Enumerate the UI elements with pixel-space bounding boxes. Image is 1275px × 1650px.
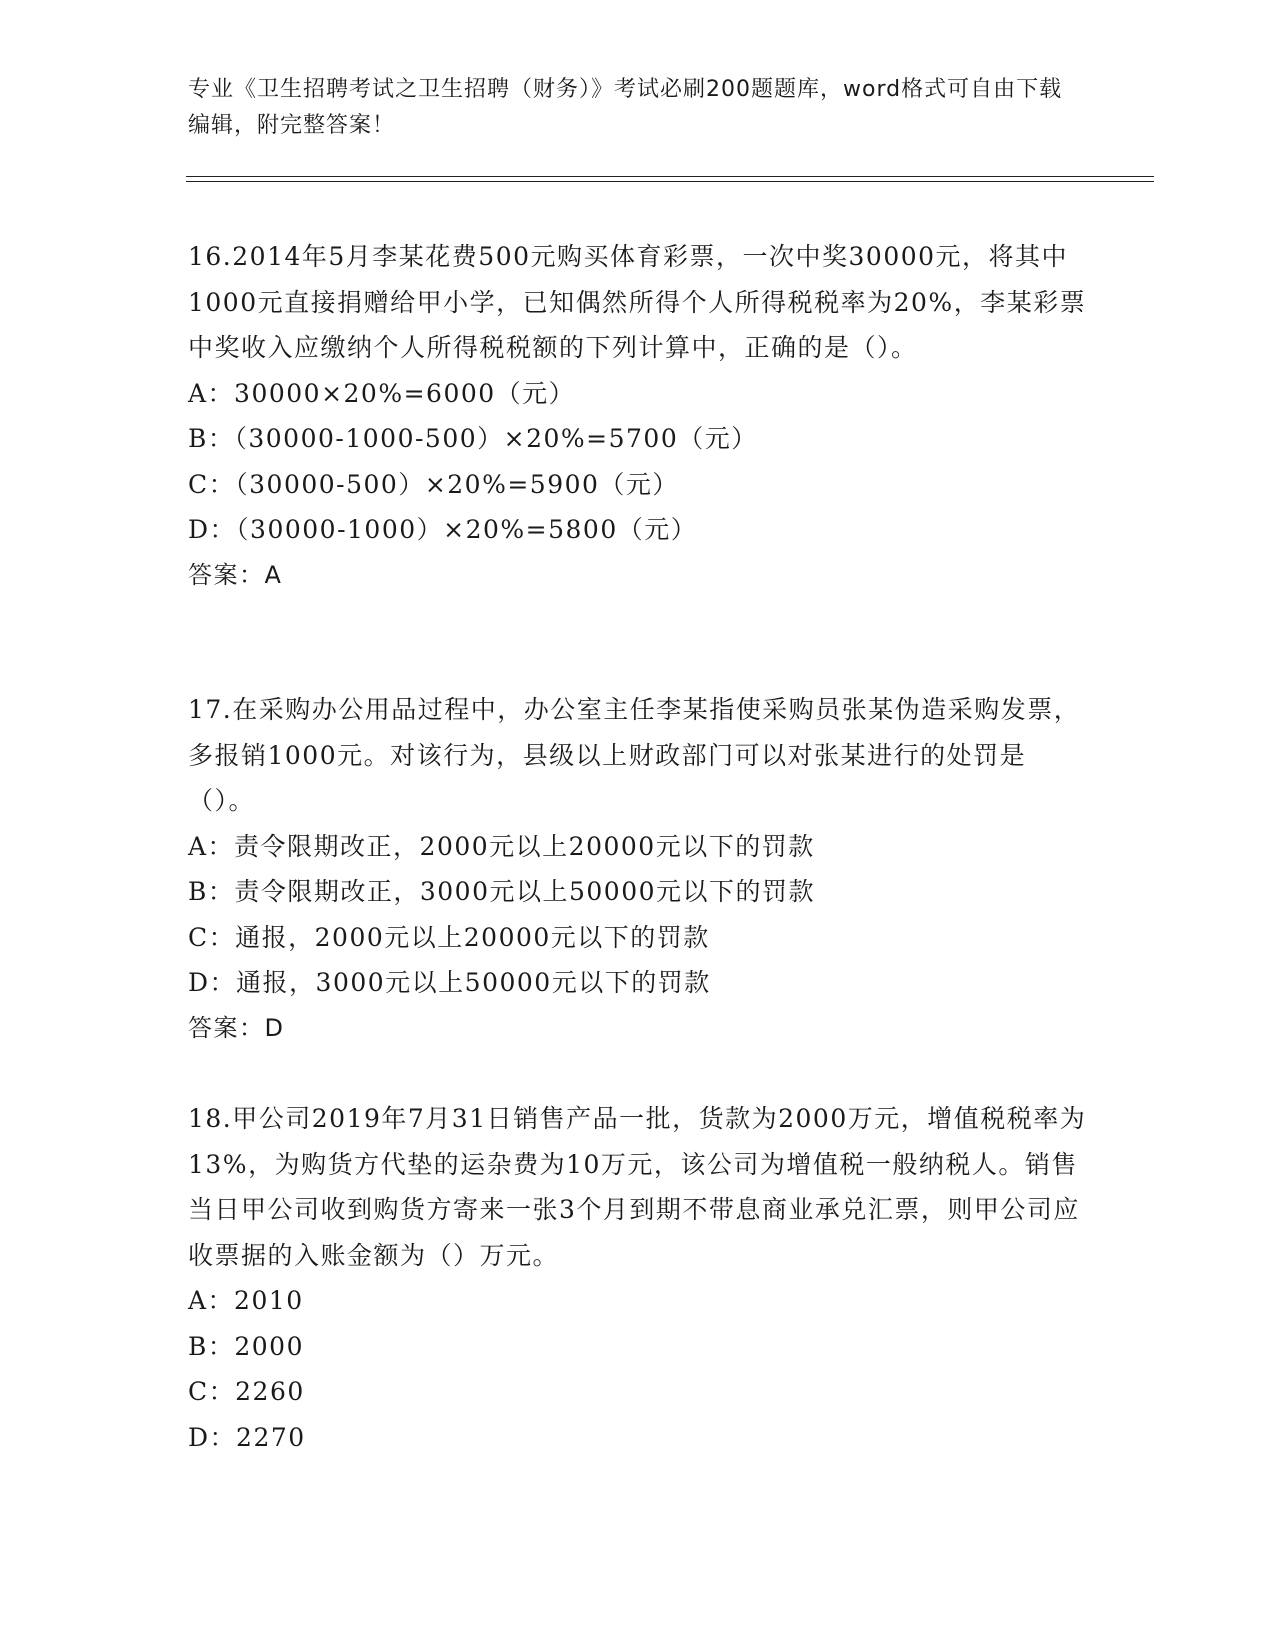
option-c: C：2260	[188, 1377, 305, 1406]
question-stem: 18.甲公司2019年7月31日销售产品一批，货款为2000万元，增值税税率为13%，为购货方代垫的运杂费为10万元，该公司为增值税一般纳税人。销售当日甲公司收到购货方寄来一张3个月到期不带息商业承兑汇票，则甲公司应收票据的入账金额为（）万元。	[188, 1104, 1087, 1270]
question-18	[188, 1096, 1088, 1460]
option-c: C：通报，2000元以上20000元以下的罚款	[188, 922, 710, 952]
question-stem: 17.在采购办公用品过程中，办公室主任李某指使采购员张某伪造采购发票，多报销1000元。对该行为，县级以上财政部门可以对张某进行的处罚是（）。	[188, 695, 1081, 815]
option-b: B：（30000-1000-500）×20%=5700（元）	[188, 424, 758, 453]
option-a: A：30000×20%=6000（元）	[188, 378, 576, 408]
option-d: D：（30000-1000）×20%=5800（元）	[188, 515, 698, 544]
answer: 答案：A	[188, 560, 283, 589]
answer: 答案：D	[188, 1013, 285, 1042]
header-divider-top	[186, 176, 1154, 177]
question-17	[188, 687, 1088, 1051]
option-a: A：2010	[188, 1286, 304, 1315]
option-d: D：2270	[188, 1422, 306, 1452]
option-c: C：（30000-500）×20%=5900（元）	[188, 469, 679, 499]
option-b: B：责令限期改正，3000元以上50000元以下的罚款	[188, 877, 816, 906]
option-a: A：责令限期改正，2000元以上20000元以下的罚款	[188, 831, 815, 861]
option-d: D：通报，3000元以上50000元以下的罚款	[188, 968, 711, 997]
option-b: B：2000	[188, 1331, 304, 1361]
question-16	[188, 234, 1088, 598]
question-stem: 16.2014年5月李某花费500元购买体育彩票，一次中奖30000元，将其中1000元直接捐赠给甲小学，已知偶然所得个人所得税税率为20%，李某彩票中奖收入应缴纳个人所得税税额的下列计算中，正确的是（）。	[188, 242, 1087, 362]
document-header: 专业《卫生招聘考试之卫生招聘（财务）》考试必刷200题题库，word格式可自由下载编辑，附完整答案！	[188, 77, 1063, 138]
header-divider-bottom	[186, 181, 1154, 182]
